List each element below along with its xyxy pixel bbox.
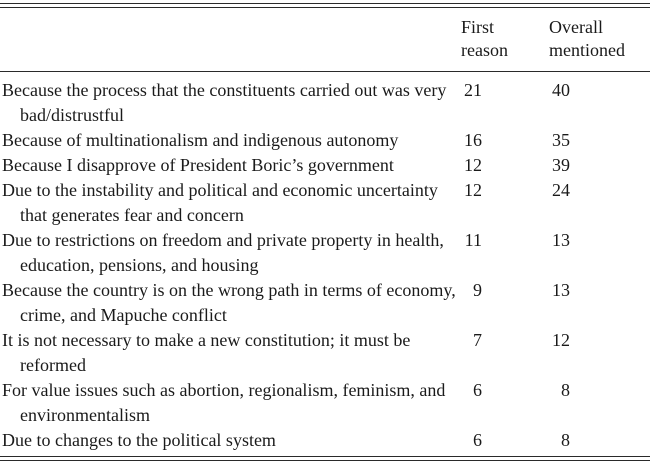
overall-mentioned-cell: 39 — [552, 155, 570, 175]
first-reason-cell: 7 — [473, 330, 482, 350]
header-overall-mentioned-line-2: mentioned — [549, 40, 625, 60]
table-row — [0, 328, 650, 378]
reason-cell: Because of multinationalism and indigenous autonomy — [2, 130, 399, 150]
reason-cell: Due to restrictions on freedom and private property in health, education, pensions, and housing — [2, 230, 444, 275]
first-reason-cell: 12 — [464, 155, 482, 175]
table-row — [0, 378, 650, 428]
overall-mentioned-cell: 24 — [552, 180, 570, 200]
first-reason-cell: 12 — [464, 180, 482, 200]
table-row — [0, 178, 650, 228]
header-overall-mentioned — [549, 16, 625, 62]
reason-cell: Due to the instability and political and economic uncertainty that generates fear and concern — [2, 180, 438, 225]
reason-cell: Because I disapprove of President Boric’s government — [2, 155, 394, 175]
first-reason-cell: 16 — [464, 130, 482, 150]
header-first-reason-line-1: First — [461, 17, 495, 37]
first-reason-cell: 6 — [473, 380, 482, 400]
overall-mentioned-cell: 35 — [552, 130, 570, 150]
reason-cell: Because the process that the constituents carried out was very bad/distrustful — [2, 80, 447, 125]
reason-cell: For value issues such as abortion, regionalism, feminism, and environmentalism — [2, 380, 446, 425]
reason-cell: Due to changes to the political system — [2, 430, 276, 450]
overall-mentioned-cell: 40 — [552, 80, 570, 100]
bottom-rule-inner — [0, 456, 650, 457]
first-reason-cell: 21 — [464, 80, 482, 100]
table-row — [0, 153, 650, 178]
overall-mentioned-cell: 8 — [561, 430, 570, 450]
first-reason-cell: 11 — [464, 230, 482, 250]
top-rule-outer — [0, 3, 650, 4]
bottom-rule-outer — [0, 460, 650, 461]
first-reason-cell: 9 — [473, 280, 482, 300]
reason-cell: It is not necessary to make a new constitution; it must be reformed — [2, 330, 411, 375]
table-body — [0, 78, 650, 453]
reason-cell: Because the country is on the wrong path in terms of economy, crime, and Mapuche conflict — [2, 280, 456, 325]
table-row — [0, 428, 650, 453]
top-rule-inner — [0, 7, 650, 8]
header-first-reason-line-2: reason — [461, 40, 508, 60]
overall-mentioned-cell: 8 — [561, 380, 570, 400]
table-row — [0, 78, 650, 128]
table-row — [0, 128, 650, 153]
first-reason-cell: 6 — [473, 430, 482, 450]
table-row — [0, 278, 650, 328]
overall-mentioned-cell: 12 — [552, 330, 570, 350]
overall-mentioned-cell: 13 — [552, 280, 570, 300]
table-row — [0, 228, 650, 278]
header-overall-mentioned-line-1: Overall — [549, 17, 603, 37]
header-rule — [0, 71, 650, 72]
header-first-reason — [461, 16, 508, 62]
overall-mentioned-cell: 13 — [552, 230, 570, 250]
